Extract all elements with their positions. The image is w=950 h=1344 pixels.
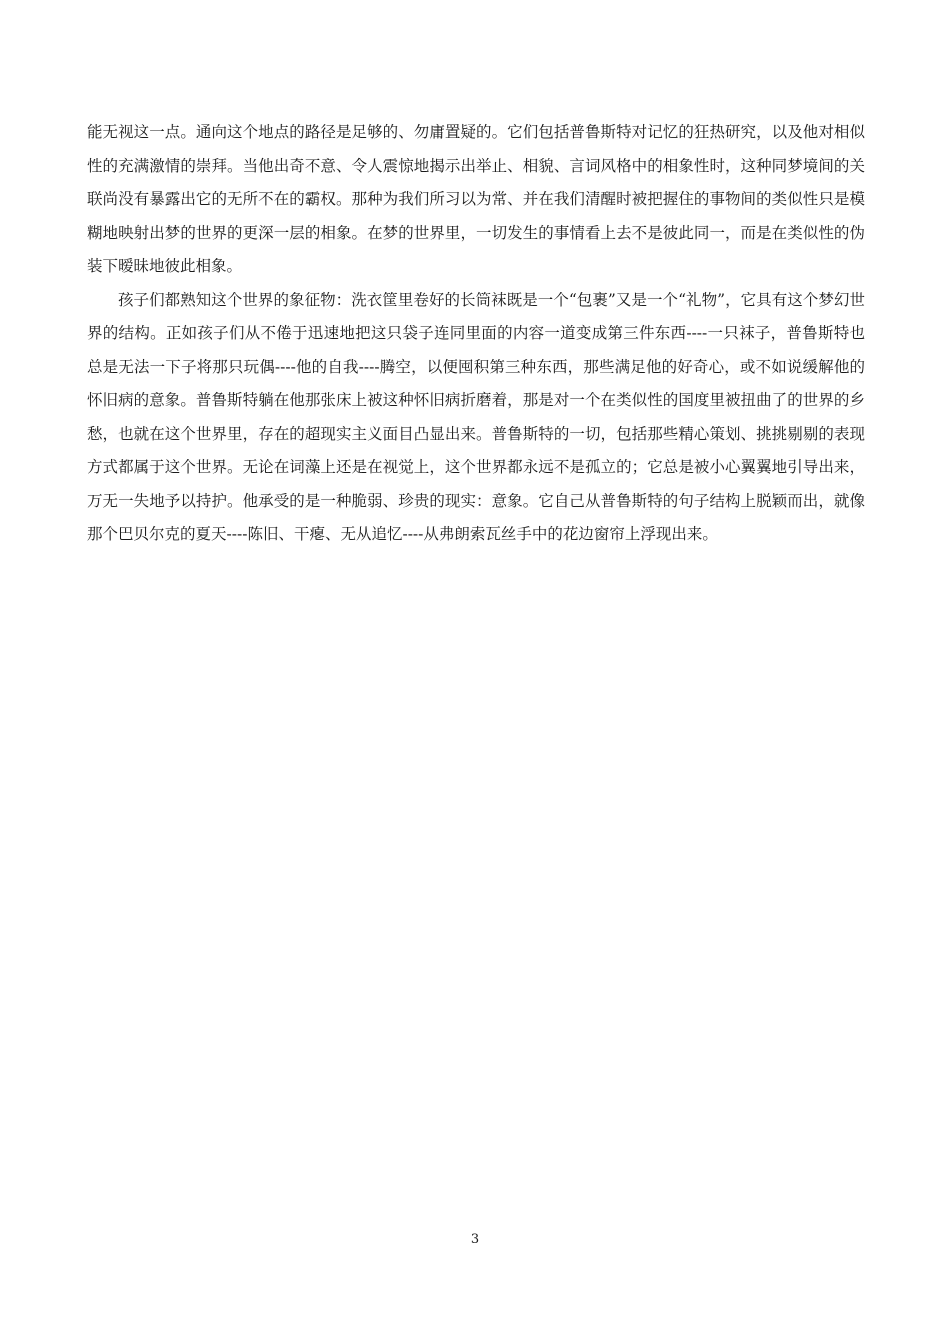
body-text <box>87 116 865 552</box>
paragraph-1: 能无视这一点。通向这个地点的路径是足够的、勿庸置疑的。它们包括普鲁斯特对记忆的狂热研究，以及他对相似性的充满激情的崇拜。当他出奇不意、令人震惊地揭示出举止、相貌、言词风格中的相象性时，这种同梦境间的关联尚没有暴露出它的无所不在的霸权。那种为我们所习以为常、并在我们清醒时被把握住的事物间的类似性只是模糊地映射出梦的世界的更深一层的相象。在梦的世界里，一切发生的事情看上去不是彼此同一，而是在类似性的伪装下暧昧地彼此相象。 <box>87 123 865 275</box>
page-number: 3 <box>470 1232 480 1247</box>
paragraph-2: 孩子们都熟知这个世界的象征物：洗衣筐里卷好的长筒袜既是一个“包裹”又是一个“礼物”，它具有这个梦幻世界的结构。正如孩子们从不倦于迅速地把这只袋子连同里面的内容一道变成第三件东西----一只袜子，普鲁斯特也总是无法一下子将那只玩偶----他的自我----腾空，以便囤积第三种东西，那些满足他的好奇心，或不如说缓解他的怀旧病的意象。普鲁斯特躺在他那张床上被这种怀旧病折磨着，那是对一个在类似性的国度里被扭曲了的世界的乡愁，也就在这个世界里，存在的超现实主义面目凸显出来。普鲁斯特的一切，包括那些精心策划、挑挑剔剔的表现方式都属于这个世界。无论在词藻上还是在视觉上，这个世界都永远不是孤立的；它总是被小心翼翼地引导出来，万无一失地予以持护。他承受的是一种脆弱、珍贵的现实：意象。它自己从普鲁斯特的句子结构上脱颖而出，就像那个巴贝尔克的夏天----陈旧、干瘪、无从追忆----从弗朗索瓦丝手中的花边窗帘上浮现出来。 <box>87 290 865 543</box>
